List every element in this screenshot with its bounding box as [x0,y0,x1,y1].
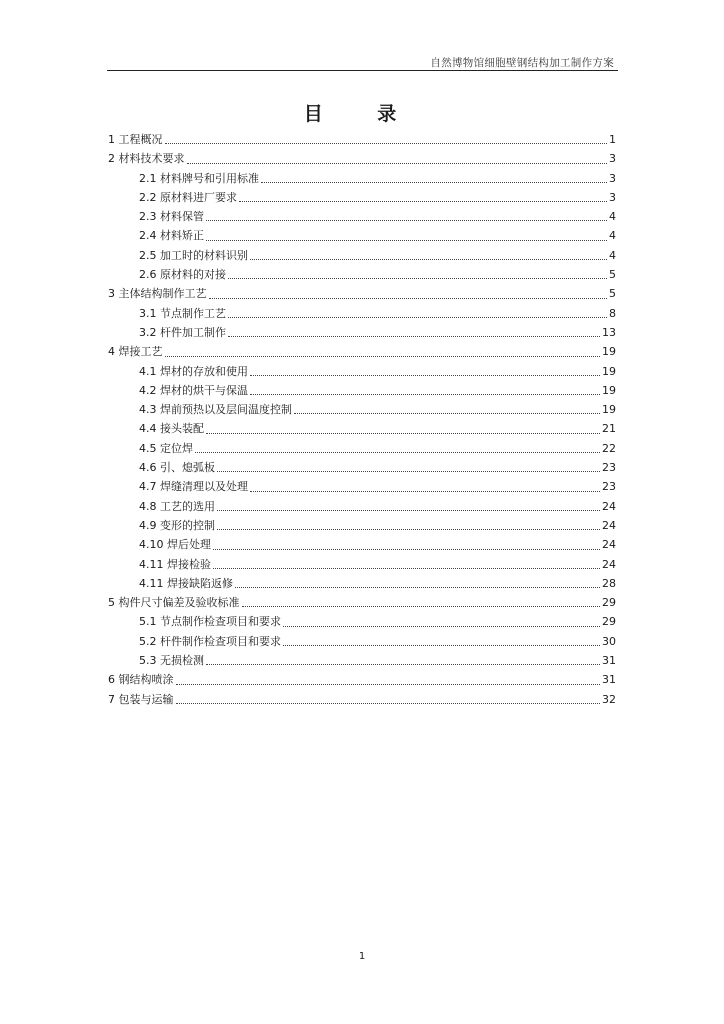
toc-entry-label: 4.1 焊材的存放和使用 [139,364,248,378]
toc-dot-leader [261,181,607,183]
toc-entry-page: 23 [602,461,616,475]
toc-entry[interactable] [108,149,616,168]
toc-entry[interactable] [108,612,616,631]
toc-entry[interactable] [108,458,616,477]
toc-dot-leader [242,605,601,607]
toc-entry-label: 2.4 材料矫正 [139,229,204,243]
toc-entry[interactable] [108,690,616,709]
toc-entry-label: 4.5 定位焊 [139,441,193,455]
toc-entry-label: 4 焊接工艺 [108,345,163,359]
toc-entry-label: 2.2 原材料进厂要求 [139,190,237,204]
toc-dot-leader [206,219,607,221]
toc-dot-leader [250,374,600,376]
toc-entry-label: 2.5 加工时的材料识别 [139,248,248,262]
toc-entry-page: 31 [602,673,616,687]
toc-entry[interactable] [108,439,616,458]
toc-entry[interactable] [108,130,616,149]
toc-dot-leader [213,548,600,550]
toc-entry-label: 5.1 节点制作检查项目和要求 [139,615,281,629]
toc-entry-page: 19 [602,383,616,397]
toc-entry-label: 3.1 节点制作工艺 [139,306,226,320]
toc-entry-page: 3 [609,152,616,166]
toc-entry-label: 2.6 原材料的对接 [139,268,226,282]
toc-entry-page: 1 [609,133,616,146]
toc-entry-label: 4.3 焊前预热以及层间温度控制 [139,403,292,417]
toc-dot-leader [206,432,600,434]
toc-entry[interactable] [108,207,616,226]
toc-entry-page: 19 [602,345,616,359]
toc-entry[interactable] [108,284,616,303]
page-header [107,56,618,71]
toc-entry[interactable] [108,535,616,554]
toc-entry-label: 2 材料技术要求 [108,152,185,166]
toc-entry-label: 4.6 引、熄弧板 [139,461,215,475]
toc-dot-leader [176,683,601,685]
toc-dot-leader [239,200,607,202]
toc-entry-page: 28 [602,576,616,590]
toc-dot-leader [165,142,608,144]
toc-entry-page: 5 [609,287,616,301]
toc-dot-leader [228,277,607,279]
toc-entry-page: 3 [609,171,616,185]
toc-entry-label: 5.3 无损检测 [139,654,204,668]
toc-entry-label: 6 钢结构喷涂 [108,673,174,687]
toc-entry[interactable] [108,516,616,535]
toc-entry[interactable] [108,593,616,612]
toc-entry-page: 29 [602,615,616,629]
toc-dot-leader [217,470,600,472]
toc-entry-page: 24 [602,499,616,513]
toc-entry[interactable] [108,246,616,265]
toc-entry[interactable] [108,381,616,400]
toc-entry-label: 4.11 焊接检验 [139,557,211,571]
toc-entry-page: 32 [602,692,616,706]
toc-entry[interactable] [108,400,616,419]
toc-entry-label: 4.8 工艺的选用 [139,499,215,513]
toc-entry[interactable] [108,342,616,361]
toc-entry[interactable] [108,362,616,381]
toc-entry-page: 13 [602,325,616,339]
toc-entry[interactable] [108,574,616,593]
table-of-contents [108,130,616,709]
toc-dot-leader [283,625,600,627]
toc-entry-page: 5 [609,268,616,282]
toc-entry[interactable] [108,304,616,323]
toc-entry[interactable] [108,651,616,670]
toc-dot-leader [228,316,607,318]
toc-entry-label: 3 主体结构制作工艺 [108,287,207,301]
toc-entry-label: 1 工程概况 [108,133,163,146]
toc-entry-page: 29 [602,596,616,610]
toc-entry[interactable] [108,497,616,516]
toc-dot-leader [250,490,600,492]
toc-entry-label: 4.7 焊缝清理以及处理 [139,480,248,494]
toc-entry-page: 24 [602,557,616,571]
footer-page-number: 1 [358,951,366,962]
toc-entry-label: 4.10 焊后处理 [139,538,211,552]
toc-entry-label: 7 包装与运输 [108,692,174,706]
toc-entry[interactable] [108,670,616,689]
toc-dot-leader [187,162,608,164]
toc-dot-leader [250,258,607,260]
toc-entry-page: 30 [602,634,616,648]
toc-dot-leader [165,355,601,357]
toc-entry-page: 4 [609,229,616,243]
toc-entry-page: 21 [602,422,616,436]
toc-entry-label: 4.9 变形的控制 [139,518,215,532]
toc-dot-leader [235,586,600,588]
toc-title: 目 录 [303,103,421,125]
toc-dot-leader [283,644,600,646]
toc-entry-label: 3.2 杆件加工制作 [139,325,226,339]
header-title: 自然博物馆细胞壁钢结构加工制作方案 [430,57,614,69]
toc-entry-page: 24 [602,538,616,552]
toc-entry[interactable] [108,477,616,496]
toc-dot-leader [217,509,600,511]
toc-entry[interactable] [108,265,616,284]
toc-entry-label: 2.3 材料保管 [139,210,204,224]
toc-entry-label: 4.4 接头装配 [139,422,204,436]
toc-entry-page: 3 [609,190,616,204]
toc-dot-leader [213,567,600,569]
toc-entry[interactable] [108,555,616,574]
toc-entry[interactable] [108,419,616,438]
toc-entry[interactable] [108,169,616,188]
toc-entry[interactable] [108,226,616,245]
toc-dot-leader [250,393,600,395]
toc-entry-page: 4 [609,248,616,262]
toc-dot-leader [209,297,608,299]
toc-entry-label: 2.1 材料牌号和引用标准 [139,171,259,185]
toc-dot-leader [294,412,600,414]
toc-entry-page: 31 [602,654,616,668]
toc-entry[interactable] [108,323,616,342]
toc-entry-label: 5 构件尺寸偏差及验收标准 [108,596,240,610]
toc-dot-leader [206,663,600,665]
toc-entry-page: 19 [602,403,616,417]
toc-entry-page: 4 [609,210,616,224]
toc-entry-page: 23 [602,480,616,494]
toc-dot-leader [217,528,600,530]
toc-dot-leader [228,335,600,337]
toc-entry-page: 19 [602,364,616,378]
toc-entry-page: 22 [602,441,616,455]
toc-entry-label: 5.2 杆件制作检查项目和要求 [139,634,281,648]
toc-dot-leader [195,451,600,453]
toc-entry-label: 4.11 焊接缺陷返修 [139,576,233,590]
toc-dot-leader [176,702,601,704]
toc-entry[interactable] [108,188,616,207]
toc-entry-label: 4.2 焊材的烘干与保温 [139,383,248,397]
toc-dot-leader [206,239,607,241]
toc-entry[interactable] [108,632,616,651]
toc-entry-page: 24 [602,518,616,532]
toc-entry-page: 8 [609,306,616,320]
